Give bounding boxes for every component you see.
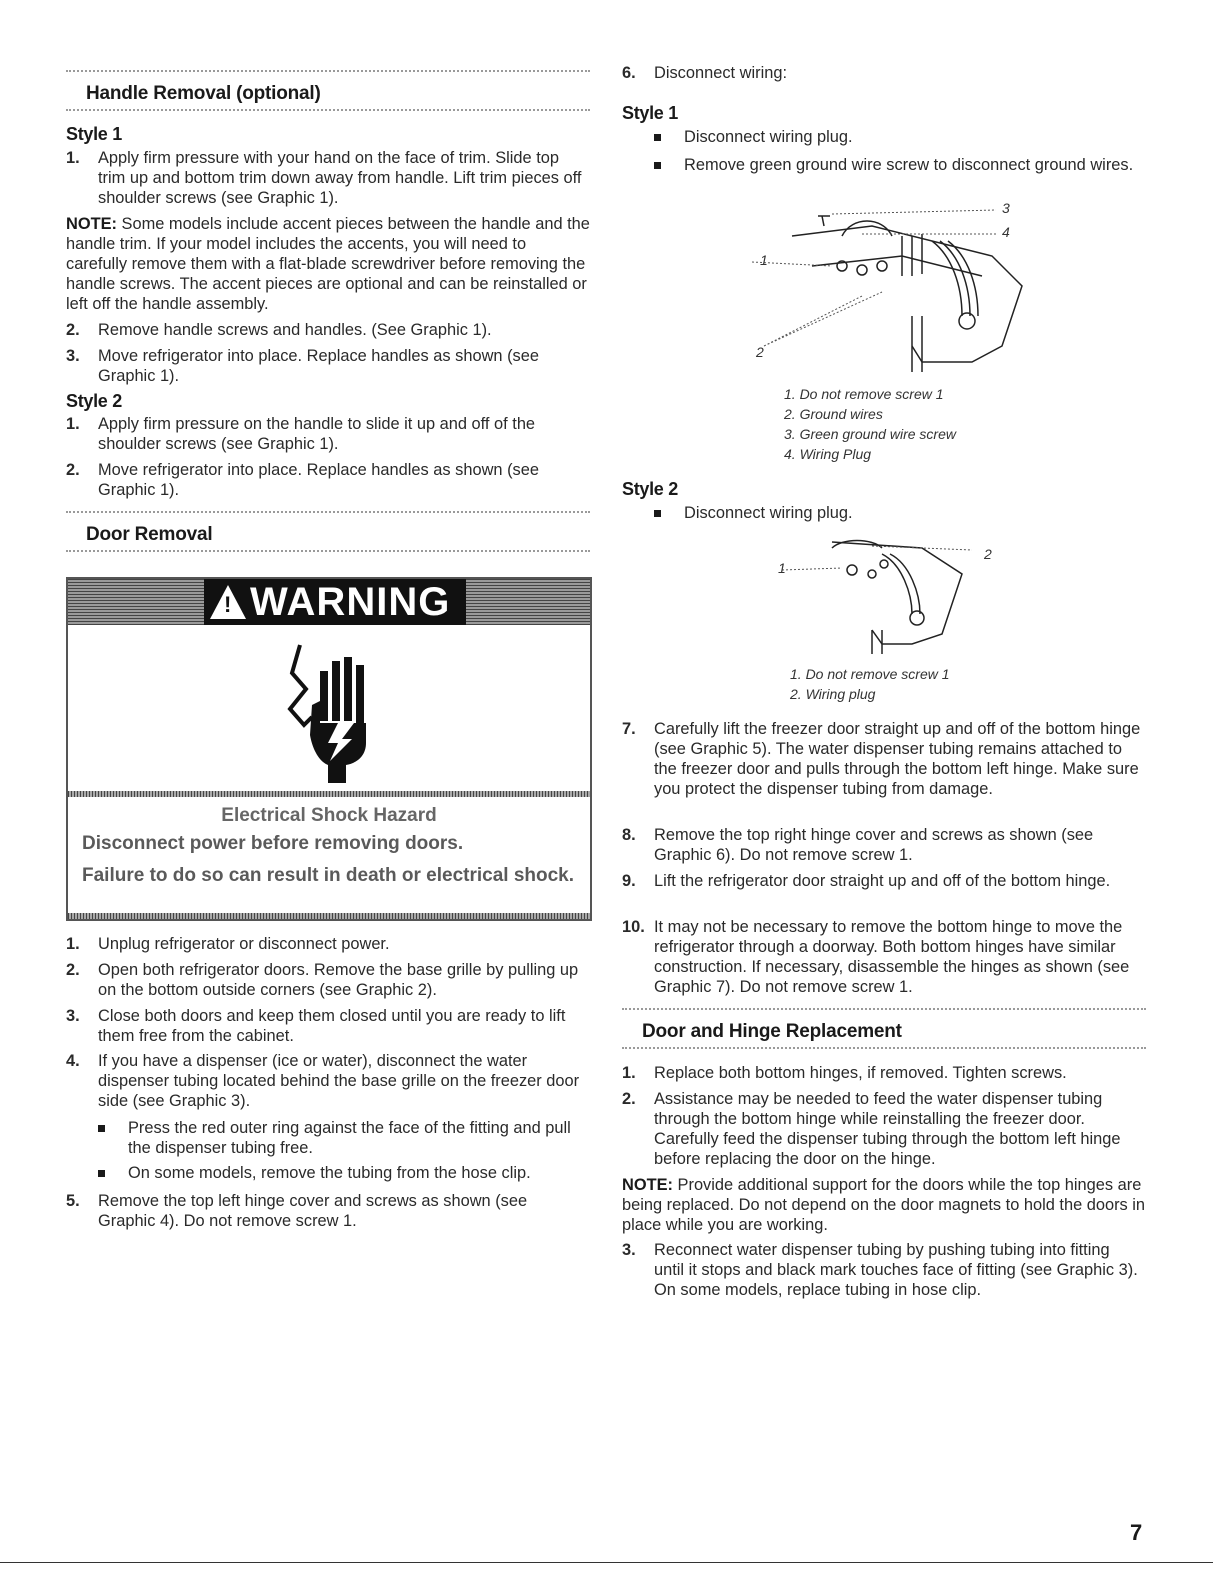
warning-title: ! WARNING bbox=[204, 579, 466, 625]
bullet-item: Press the red outer ring against the face of the fitting and pull the dispenser tubing free. bbox=[98, 1118, 588, 1158]
list-item: 2. Assistance may be needed to feed the water dispenser tubing through the bottom hinge while reinstalling the freezer door. Carefully feed the dispenser tubing through the bottom left hinge before replacing the door on the hinge. bbox=[622, 1090, 1121, 1168]
list-item: 7. Carefully lift the freezer door straight up and off of the bottom hinge (see Graphic 5). The water dispenser tubing remains attached to the freezer door and pulls through the bottom left hinge. Make sure you protect the dispenser tubing from damage. bbox=[622, 720, 1141, 798]
page-number: 7 bbox=[1130, 1520, 1143, 1545]
style-2-heading: Style 2 bbox=[66, 391, 122, 411]
warning-triangle-icon: ! bbox=[210, 585, 246, 619]
door-hinge-replacement-header bbox=[622, 1008, 1146, 1052]
list-item: 8. Remove the top right hinge cover and screws as shown (see Graphic 6). Do not remove screw 1. bbox=[622, 826, 1094, 864]
bullet-icon bbox=[654, 510, 661, 517]
style-2-heading: Style 2 bbox=[622, 479, 678, 499]
callout-2: 2 bbox=[984, 546, 992, 562]
handle-removal-header bbox=[66, 70, 590, 114]
bullet-item: Disconnect wiring plug. bbox=[654, 503, 1144, 523]
style-1-heading: Style 1 bbox=[622, 103, 678, 123]
callout-1: 1 bbox=[778, 560, 786, 576]
note-paragraph: NOTE: Provide additional support for the doors while the top hinges are being replaced. Do not depend on the door magnets to hold the doors in place while you are working. bbox=[622, 1176, 1146, 1234]
bullet-item: Disconnect wiring plug. bbox=[654, 127, 1144, 147]
list-item: 3. Close both doors and keep them closed until you are ready to lift them free from the cabinet. bbox=[66, 1007, 566, 1045]
warning-footer-rule bbox=[68, 913, 590, 919]
list-item: 1. Unplug refrigerator or disconnect power. bbox=[66, 935, 390, 953]
bullet-item: On some models, remove the tubing from the hose clip. bbox=[98, 1163, 588, 1183]
bullet-item: Remove green ground wire screw to disconnect ground wires. bbox=[654, 155, 1144, 175]
list-item: 10. It may not be necessary to remove the bottom hinge to move the refrigerator through a doorway. Both bottom hinges have similar construction. If necessary, disassemble the hinges as shown (see Graphic 7). Do not remove screw 1. bbox=[622, 918, 1130, 996]
callout-2: 2 bbox=[756, 344, 764, 360]
callout-4: 4 bbox=[1002, 224, 1010, 240]
list-item: 3. Move refrigerator into place. Replace handles as shown (see Graphic 1). bbox=[66, 347, 539, 385]
figure-caption: 1. Do not remove screw 1 2. Wiring plug bbox=[790, 666, 950, 702]
bullet-icon bbox=[654, 134, 661, 141]
style-1-heading: Style 1 bbox=[66, 124, 122, 144]
electric-shock-hand-icon bbox=[282, 643, 382, 783]
figure-caption: 1. Do not remove screw 1 2. Ground wires 3. Green ground wire screw 4. Wiring Plug bbox=[784, 386, 956, 462]
bullet-icon bbox=[98, 1125, 105, 1132]
list-item: 9. Lift the refrigerator door straight up and off of the bottom hinge. bbox=[622, 872, 1111, 890]
callout-1: 1 bbox=[760, 252, 768, 268]
warning-line-2: Failure to do so can result in death or electrical shock. bbox=[82, 865, 575, 886]
wiring-diagram-style-1 bbox=[752, 196, 1052, 372]
list-item: 2. Open both refrigerator doors. Remove the base grille by pulling up on the bottom outside corners (see Graphic 2). bbox=[66, 961, 579, 999]
section-title: Door Removal bbox=[86, 524, 213, 545]
wiring-diagram-style-2 bbox=[772, 534, 992, 654]
section-title: Door and Hinge Replacement bbox=[642, 1021, 902, 1042]
warning-hazard: Electrical Shock Hazard bbox=[221, 805, 437, 826]
warning-box bbox=[66, 577, 592, 921]
list-item: 2. Move refrigerator into place. Replace handles as shown (see Graphic 1). bbox=[66, 461, 539, 499]
callout-3: 3 bbox=[1002, 200, 1010, 216]
list-item: 2. Remove handle screws and handles. (See Graphic 1). bbox=[66, 321, 492, 339]
section-title: Handle Removal (optional) bbox=[86, 83, 321, 104]
list-item: 1. Apply firm pressure on the handle to slide it up and off of the shoulder screws (see Graphic 1). bbox=[66, 415, 536, 453]
list-item: 1. Replace both bottom hinges, if removed. Tighten screws. bbox=[622, 1064, 1067, 1082]
warning-line-1: Disconnect power before removing doors. bbox=[82, 833, 464, 854]
bullet-icon bbox=[98, 1170, 105, 1177]
door-removal-header bbox=[66, 511, 590, 555]
bottom-rule bbox=[0, 1562, 1213, 1563]
note-paragraph: NOTE: Some models include accent pieces between the handle and the handle trim. If your model includes the accents, you will need to carefully remove them with a flat-blade screwdriver before removing the handle screws. The accent pieces are optional and can be reinstalled or left off the handle assembly. bbox=[66, 215, 590, 313]
list-item: 4. If you have a dispenser (ice or water), disconnect the water dispenser tubing located behind the base grille on the freezer door side (see Graphic 3). bbox=[66, 1052, 580, 1110]
warning-divider bbox=[68, 791, 590, 797]
list-item: 6. Disconnect wiring: bbox=[622, 64, 787, 82]
list-item: 1. Apply firm pressure with your hand on the face of trim. Slide top trim up and bottom trim down away from handle. Lift trim pieces off shoulder screws (see Graphic 1). bbox=[66, 149, 582, 207]
list-item: 5. Remove the top left hinge cover and screws as shown (see Graphic 4). Do not remove screw 1. bbox=[66, 1192, 528, 1230]
bullet-icon bbox=[654, 162, 661, 169]
list-item: 3. Reconnect water dispenser tubing by pushing tubing into fitting until it stops and black mark touches face of fitting (see Graphic 3). On some models, replace tubing in hose clip. bbox=[622, 1241, 1138, 1299]
